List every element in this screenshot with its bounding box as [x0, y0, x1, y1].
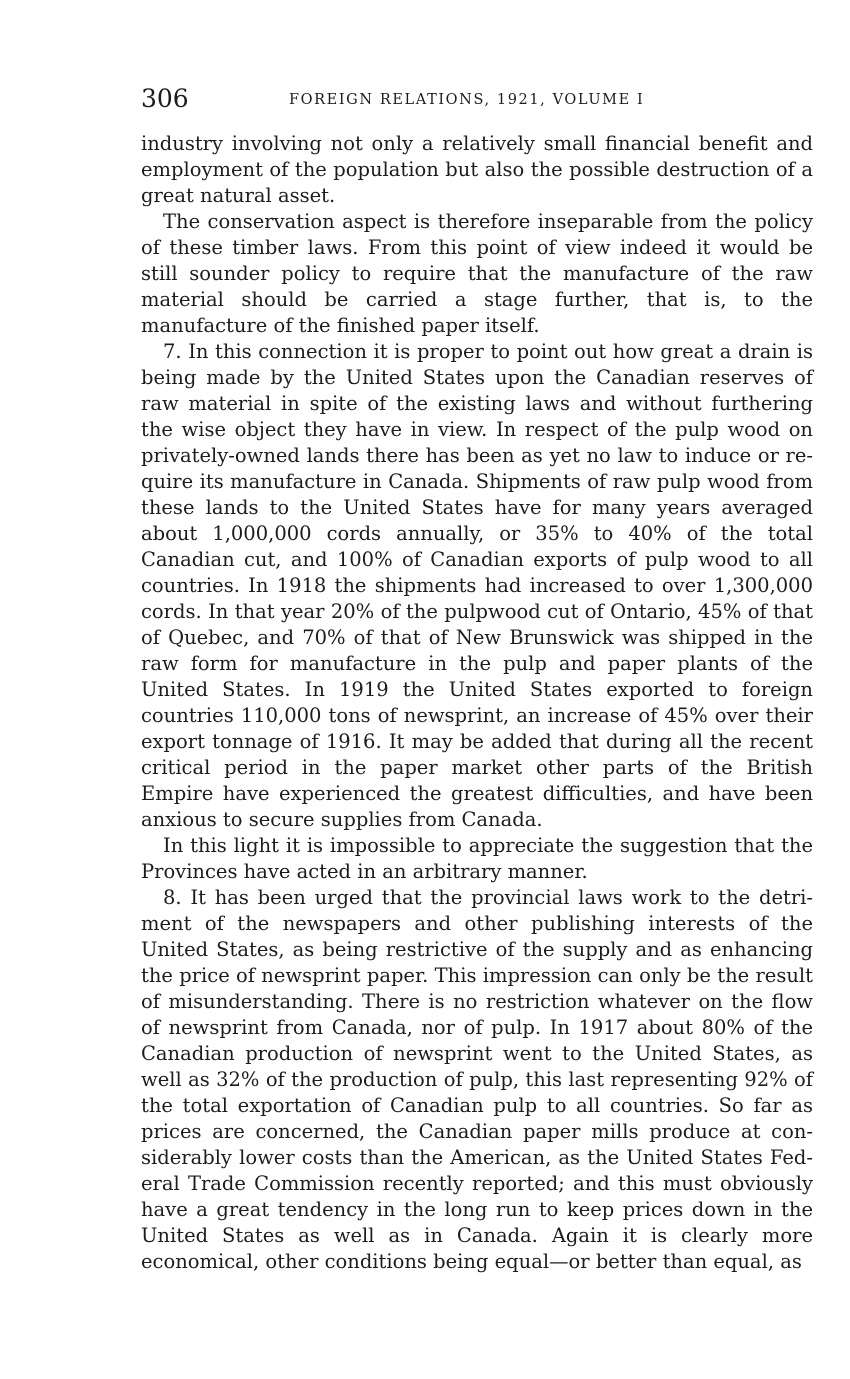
paragraph-conservation: The conservation aspect is therefore inseparable from the policy of these timber laws. From this point of view indeed it would be still sounder policy to require that the manufacture of the raw material should be carried a stage further, that is, to the manufacture of the finished paper itself.: [141, 210, 813, 337]
running-title: FOREIGN RELATIONS, 1921, VOLUME I: [289, 92, 645, 108]
paragraph-continuation: industry involving not only a relatively small financial benefit and employment of the population but also the possible destruction of a great natural asset.: [141, 132, 813, 207]
paragraph-arbitrary: In this light it is impossible to appreciate the suggestion that the Provinces have acted in an arbitrary manner.: [141, 834, 813, 883]
paragraph-7: 7. In this connection it is proper to point out how great a drain is being made by the United States upon the Canadian reserves of raw material in spite of the existing laws and without furthering the wise object they have in view. In respect of the pulp wood on privately-owned lands there has been as yet no law to induce or require its manufacture in Canada. Shipments of raw pulp wood from these lands to the United States have for many years averaged about 1,000,000 cords annually, or 35% to 40% of the total Canadian cut, and 100% of Canadian exports of pulp wood to all countries. In 1918 the shipments had increased to over 1,300,000 cords. In that year 20% of the pulpwood cut of Ontario, 45% of that of Quebec, and 70% of that of New Brunswick was shipped in the raw form for manufacture in the pulp and paper plants of the United States. In 1919 the United States exported to foreign countries 110,000 tons of newsprint, an increase of 45% over their export tonnage of 1916. It may be added that during all the recent critical period in the paper market other parts of the British Empire have experienced the greatest difficulties, and have been anxious to secure supplies from Canada.: [141, 340, 813, 831]
paragraph-8: 8. It has been urged that the provincial laws work to the detriment of the newspapers and other publishing interests of the United States, as being restrictive of the supply and as enhancing the price of newsprint paper. This impression can only be the result of misunderstanding. There is no restriction whatever on the flow of newsprint from Canada, nor of pulp. In 1917 about 80% of the Canadian production of newsprint went to the United States, as well as 32% of the production of pulp, this last representing 92% of the total exportation of Canadian pulp to all countries. So far as prices are concerned, the Canadian paper mills produce at considerably lower costs than the American, as the United States Federal Trade Commission recently reported; and this must obviously have a great tendency in the long run to keep prices down in the United States as well as in Canada. Again it is clearly more economical, other conditions being equal—or better than equal, as: [141, 886, 813, 1273]
running-head: [141, 84, 813, 116]
page-number: 306: [141, 84, 189, 113]
body-text: [141, 131, 813, 1275]
